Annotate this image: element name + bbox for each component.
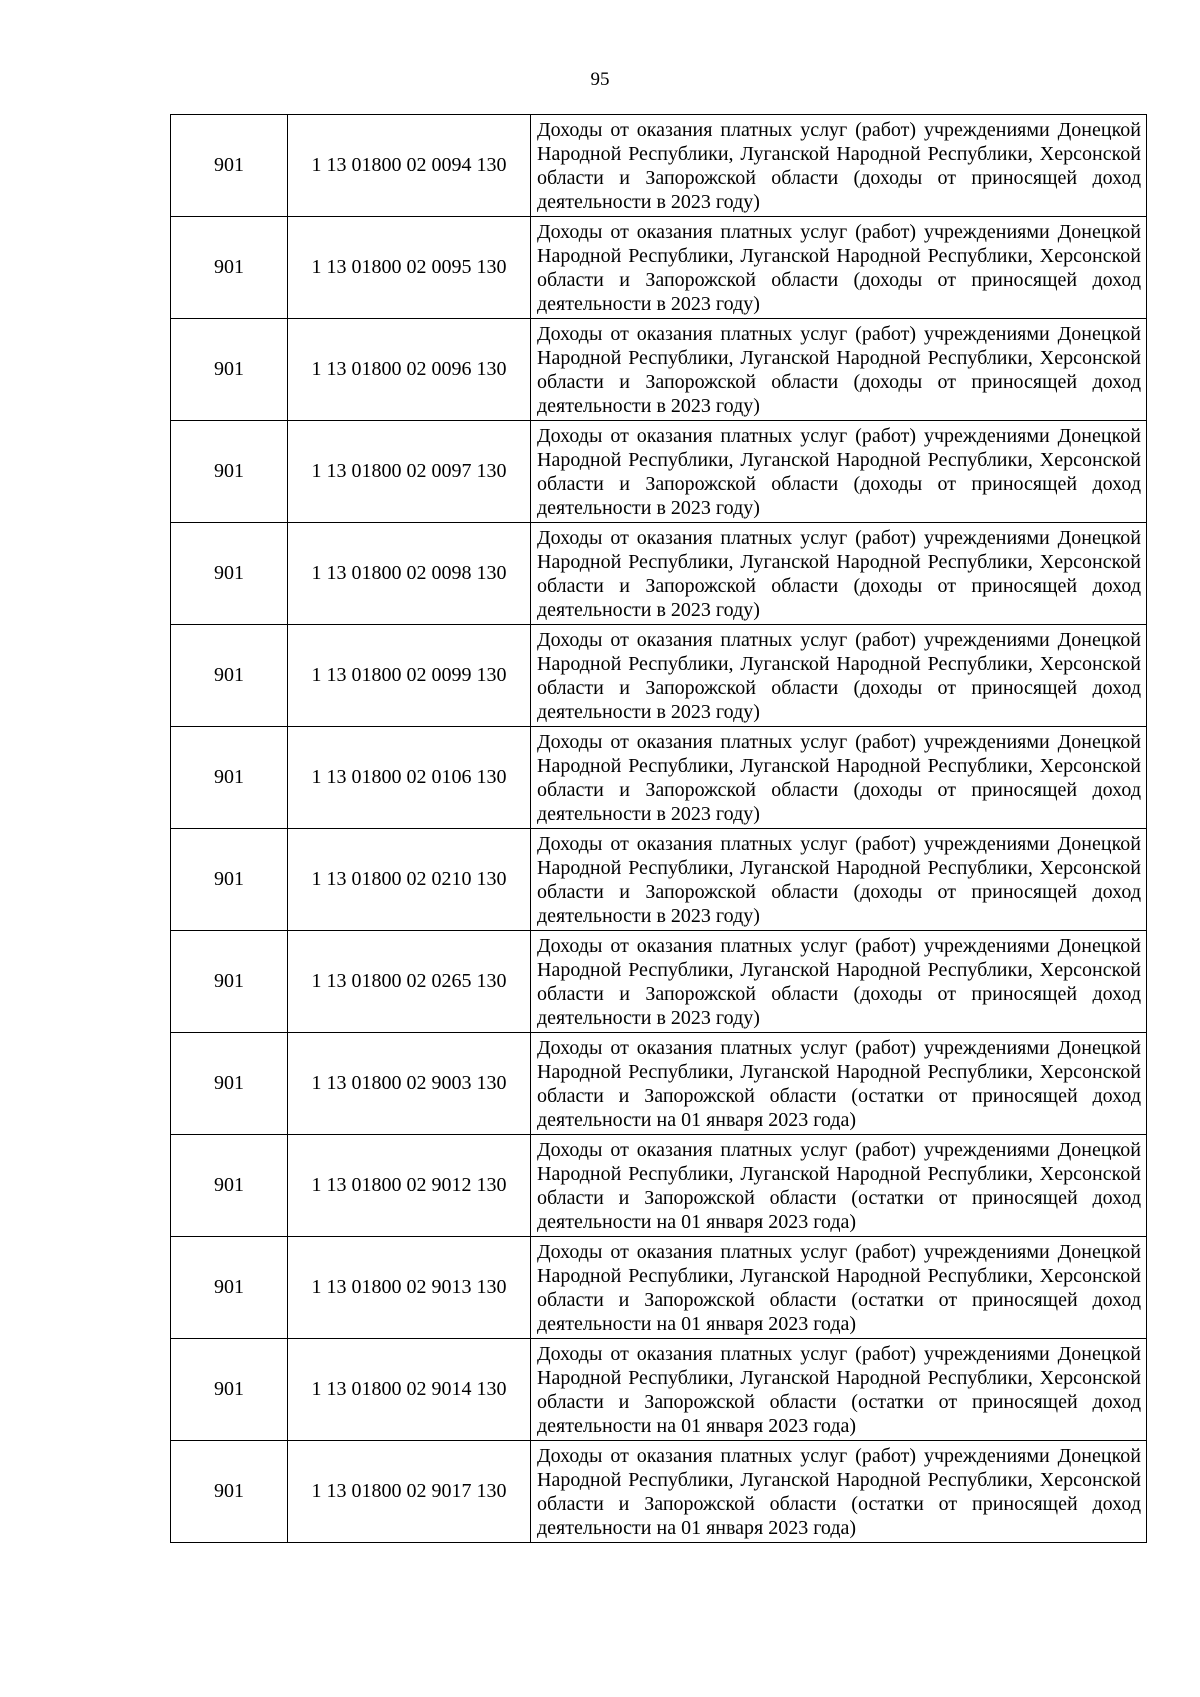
table-row [171, 1441, 1147, 1543]
admin-code-cell: 901 [171, 1441, 288, 1543]
revenue-code-cell: 1 13 01800 02 9013 130 [288, 1237, 531, 1339]
table-row [171, 1135, 1147, 1237]
table-row [171, 523, 1147, 625]
revenue-code-cell: 1 13 01800 02 9003 130 [288, 1033, 531, 1135]
table-row [171, 625, 1147, 727]
admin-code-cell: 901 [171, 319, 288, 421]
table-row [171, 115, 1147, 217]
table-row [171, 931, 1147, 1033]
admin-code-cell: 901 [171, 931, 288, 1033]
revenue-description-cell: Доходы от оказания платных услуг (работ) учреждениями Донецкой Народной Республики, Луганской Народной Республики, Херсонской области и Запорожской области (доходы от приносящей доход деятельности в 2023 году) [531, 319, 1147, 421]
revenue-code-cell: 1 13 01800 02 0210 130 [288, 829, 531, 931]
revenue-description-cell: Доходы от оказания платных услуг (работ) учреждениями Донецкой Народной Республики, Луганской Народной Республики, Херсонской области и Запорожской области (остатки от приносящей доход деятельности на 01 января 2023 года) [531, 1441, 1147, 1543]
revenue-code-cell: 1 13 01800 02 9017 130 [288, 1441, 531, 1543]
table-row [171, 319, 1147, 421]
revenue-code-cell: 1 13 01800 02 0099 130 [288, 625, 531, 727]
admin-code-cell: 901 [171, 1237, 288, 1339]
revenue-code-cell: 1 13 01800 02 0095 130 [288, 217, 531, 319]
revenue-description-cell: Доходы от оказания платных услуг (работ) учреждениями Донецкой Народной Республики, Луганской Народной Республики, Херсонской области и Запорожской области (доходы от приносящей доход деятельности в 2023 году) [531, 727, 1147, 829]
table-row [171, 1033, 1147, 1135]
table-row [171, 727, 1147, 829]
revenue-description-cell: Доходы от оказания платных услуг (работ) учреждениями Донецкой Народной Республики, Луганской Народной Республики, Херсонской области и Запорожской области (доходы от приносящей доход деятельности в 2023 году) [531, 115, 1147, 217]
admin-code-cell: 901 [171, 1339, 288, 1441]
admin-code-cell: 901 [171, 421, 288, 523]
revenue-description-cell: Доходы от оказания платных услуг (работ) учреждениями Донецкой Народной Республики, Луганской Народной Республики, Херсонской области и Запорожской области (доходы от приносящей доход деятельности в 2023 году) [531, 217, 1147, 319]
admin-code-cell: 901 [171, 829, 288, 931]
revenue-code-cell: 1 13 01800 02 0265 130 [288, 931, 531, 1033]
admin-code-cell: 901 [171, 1135, 288, 1237]
table-row [171, 1339, 1147, 1441]
revenue-description-cell: Доходы от оказания платных услуг (работ) учреждениями Донецкой Народной Республики, Луганской Народной Республики, Херсонской области и Запорожской области (остатки от приносящей доход деятельности на 01 января 2023 года) [531, 1339, 1147, 1441]
revenue-description-cell: Доходы от оказания платных услуг (работ) учреждениями Донецкой Народной Республики, Луганской Народной Республики, Херсонской области и Запорожской области (доходы от приносящей доход деятельности в 2023 году) [531, 931, 1147, 1033]
page-number: 95 [590, 69, 610, 90]
admin-code-cell: 901 [171, 625, 288, 727]
table-row [171, 829, 1147, 931]
revenue-description-cell: Доходы от оказания платных услуг (работ) учреждениями Донецкой Народной Республики, Луганской Народной Республики, Херсонской области и Запорожской области (остатки от приносящей доход деятельности на 01 января 2023 года) [531, 1237, 1147, 1339]
revenue-classification-table [170, 114, 1147, 1543]
admin-code-cell: 901 [171, 1033, 288, 1135]
table-body [171, 115, 1147, 1543]
revenue-description-cell: Доходы от оказания платных услуг (работ) учреждениями Донецкой Народной Республики, Луганской Народной Республики, Херсонской области и Запорожской области (доходы от приносящей доход деятельности в 2023 году) [531, 625, 1147, 727]
table-row [171, 217, 1147, 319]
revenue-code-cell: 1 13 01800 02 9014 130 [288, 1339, 531, 1441]
revenue-code-cell: 1 13 01800 02 0096 130 [288, 319, 531, 421]
revenue-code-cell: 1 13 01800 02 0106 130 [288, 727, 531, 829]
admin-code-cell: 901 [171, 727, 288, 829]
revenue-code-cell: 1 13 01800 02 9012 130 [288, 1135, 531, 1237]
admin-code-cell: 901 [171, 217, 288, 319]
admin-code-cell: 901 [171, 115, 288, 217]
revenue-description-cell: Доходы от оказания платных услуг (работ) учреждениями Донецкой Народной Республики, Луганской Народной Республики, Херсонской области и Запорожской области (доходы от приносящей доход деятельности в 2023 году) [531, 421, 1147, 523]
revenue-description-cell: Доходы от оказания платных услуг (работ) учреждениями Донецкой Народной Республики, Луганской Народной Республики, Херсонской области и Запорожской области (остатки от приносящей доход деятельности на 01 января 2023 года) [531, 1033, 1147, 1135]
table-row [171, 421, 1147, 523]
revenue-description-cell: Доходы от оказания платных услуг (работ) учреждениями Донецкой Народной Республики, Луганской Народной Республики, Херсонской области и Запорожской области (доходы от приносящей доход деятельности в 2023 году) [531, 829, 1147, 931]
revenue-description-cell: Доходы от оказания платных услуг (работ) учреждениями Донецкой Народной Республики, Луганской Народной Республики, Херсонской области и Запорожской области (остатки от приносящей доход деятельности на 01 января 2023 года) [531, 1135, 1147, 1237]
revenue-code-cell: 1 13 01800 02 0097 130 [288, 421, 531, 523]
table-row [171, 1237, 1147, 1339]
revenue-description-cell: Доходы от оказания платных услуг (работ) учреждениями Донецкой Народной Республики, Луганской Народной Республики, Херсонской области и Запорожской области (доходы от приносящей доход деятельности в 2023 году) [531, 523, 1147, 625]
admin-code-cell: 901 [171, 523, 288, 625]
revenue-code-cell: 1 13 01800 02 0098 130 [288, 523, 531, 625]
revenue-code-cell: 1 13 01800 02 0094 130 [288, 115, 531, 217]
